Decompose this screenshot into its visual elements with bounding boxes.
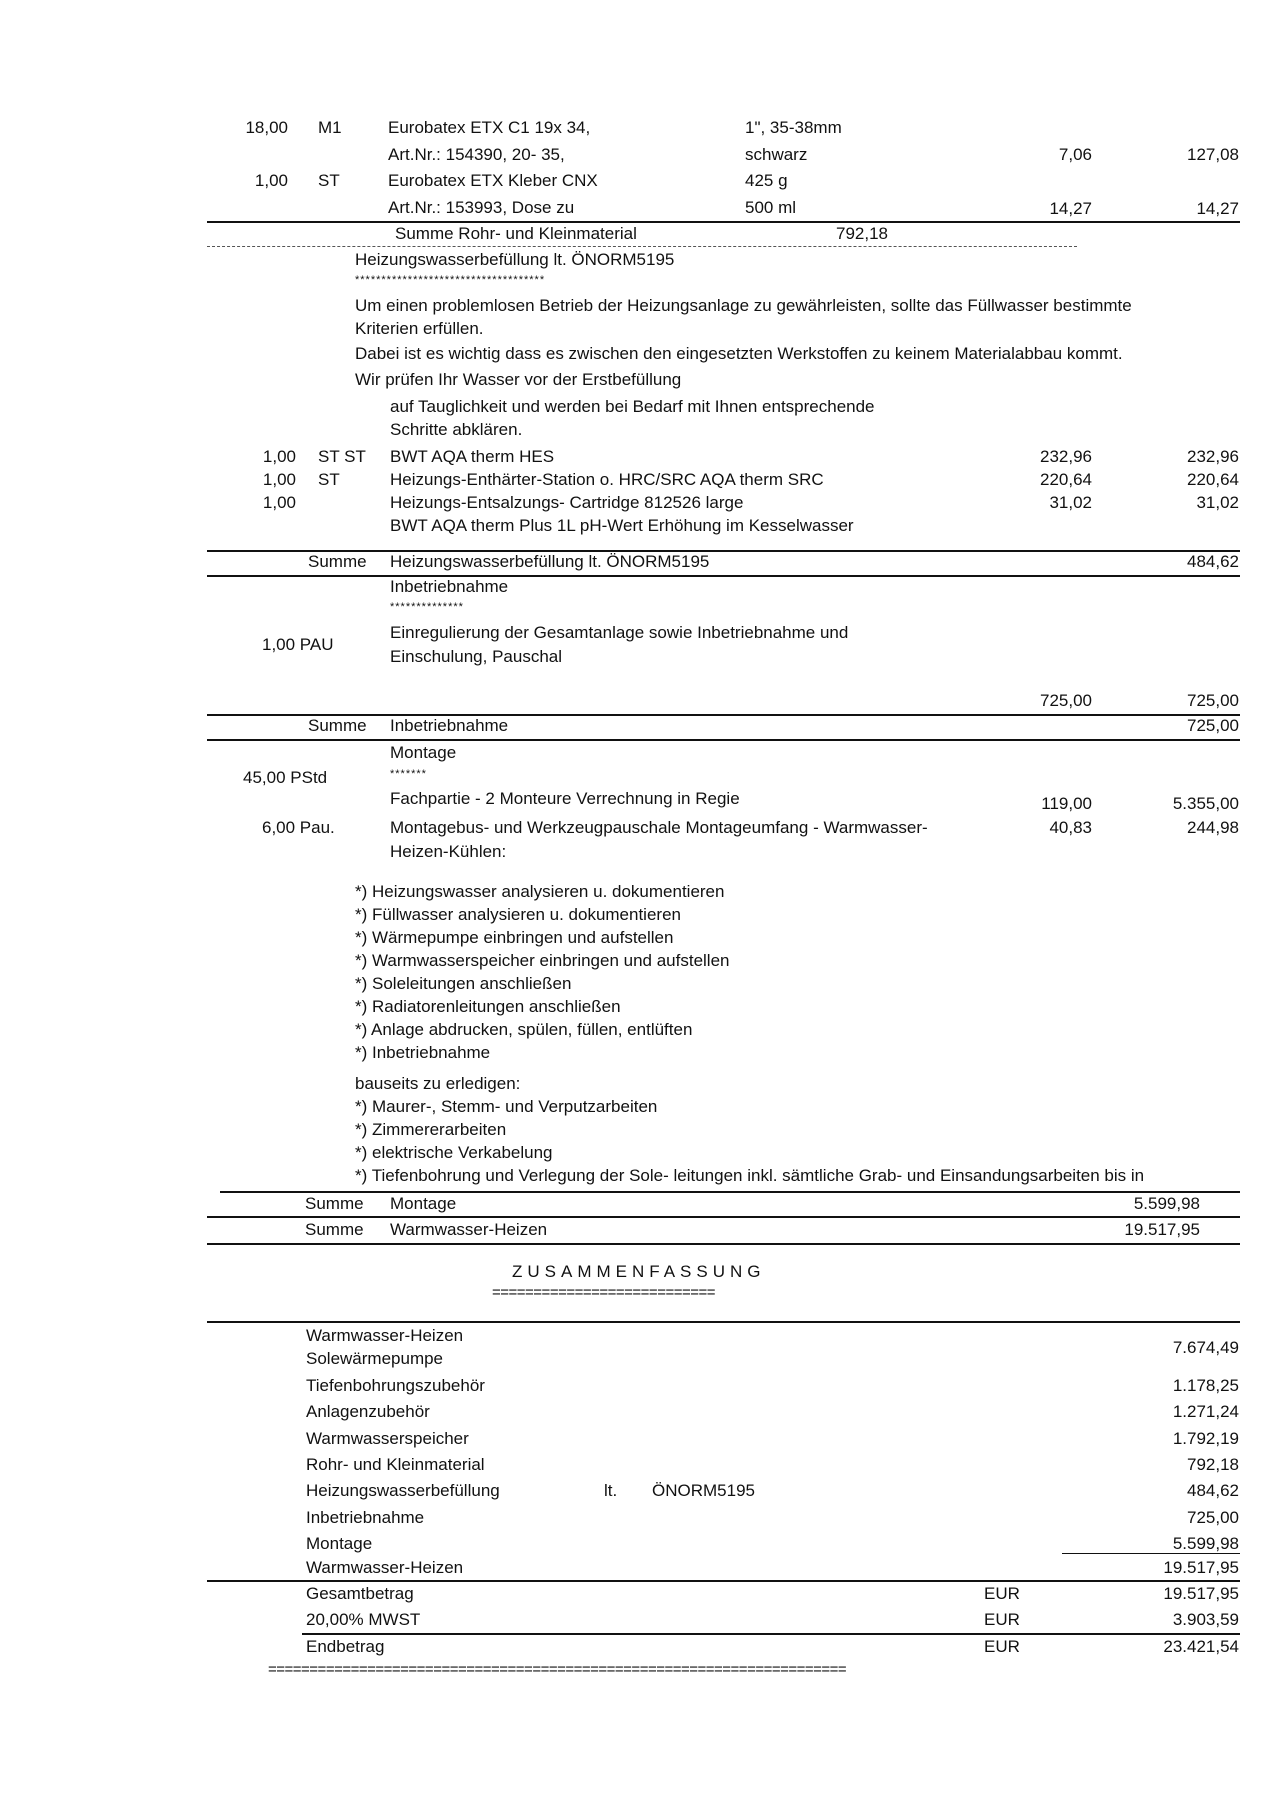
endbetrag-value: 23.421,54 xyxy=(1163,1637,1239,1656)
desc: Heizungs-Entsalzungs- Cartridge 812526 large xyxy=(390,493,744,512)
spec: schwarz xyxy=(745,145,808,164)
divider xyxy=(207,1580,1240,1582)
list-item: *) Zimmererarbeiten xyxy=(355,1120,507,1139)
divider xyxy=(207,1243,1240,1245)
desc: Einregulierung der Gesamtanlage sowie Inbetriebnahme und xyxy=(390,623,849,642)
bauseits-heading: bauseits zu erledigen: xyxy=(355,1074,521,1093)
summary-value: 484,62 xyxy=(1187,1481,1239,1500)
total: 127,08 xyxy=(1187,145,1239,164)
divider xyxy=(207,1321,1240,1323)
desc: Heizen-Kühlen: xyxy=(390,842,507,861)
spec: 425 g xyxy=(745,171,788,190)
summary-label: Warmwasser-Heizen xyxy=(306,1558,464,1577)
divider xyxy=(207,221,1240,223)
price: 14,27 xyxy=(1049,199,1092,218)
list-item: *) Anlage abdrucken, spülen, füllen, entlüften xyxy=(355,1020,693,1039)
qty: 6,00 Pau. xyxy=(262,818,335,837)
price: 40,83 xyxy=(1049,818,1092,837)
divider xyxy=(220,1191,1240,1193)
section-title: Heizungswasserbefüllung lt. ÖNORM5195 xyxy=(355,250,675,269)
qty: 1,00 xyxy=(262,470,296,489)
gesamtbetrag-value: 19.517,95 xyxy=(1163,1584,1239,1603)
subtotal-line xyxy=(1062,1553,1240,1554)
dashed-divider xyxy=(207,246,1077,247)
paragraph: Dabei ist es wichtig dass es zwischen den eingesetzten Werkstoffen zu keinem Materialabbau kommt. xyxy=(355,344,1123,363)
price: 232,96 xyxy=(1040,447,1092,466)
stars: ******* xyxy=(390,768,427,780)
stars: ************** xyxy=(390,601,464,613)
sum-value: 725,00 xyxy=(1187,716,1239,735)
currency: EUR xyxy=(984,1584,1020,1603)
paragraph: Wir prüfen Ihr Wasser vor der Erstbefüllung xyxy=(355,370,682,389)
total: 31,02 xyxy=(1196,493,1239,512)
list-item: *) Heizungswasser analysieren u. dokumentieren xyxy=(355,882,725,901)
total: 220,64 xyxy=(1187,470,1239,489)
stars: ************************************ xyxy=(355,274,546,286)
summary-label: Warmwasserspeicher xyxy=(306,1429,469,1448)
sum-label: Summe xyxy=(305,1220,364,1239)
unit: M1 xyxy=(318,118,342,137)
total: 14,27 xyxy=(1196,199,1239,218)
desc: Eurobatex ETX C1 19x 34, xyxy=(388,118,591,137)
desc: Heizungs-Enthärter-Station o. HRC/SRC AQA therm SRC xyxy=(390,470,824,489)
divider xyxy=(302,1633,1240,1635)
desc: Einschulung, Pauschal xyxy=(390,647,563,666)
summary-lt: lt. xyxy=(604,1481,618,1500)
sum-label: Summe xyxy=(305,1194,364,1213)
paragraph: Schritte abklären. xyxy=(390,420,523,439)
list-item: *) Radiatorenleitungen anschließen xyxy=(355,997,621,1016)
desc: Eurobatex ETX Kleber CNX xyxy=(388,171,598,190)
summary-value: 792,18 xyxy=(1187,1455,1239,1474)
qty: 1,00 xyxy=(254,171,288,190)
summary-value: 19.517,95 xyxy=(1163,1558,1239,1577)
title-underline: =========================== xyxy=(492,1284,716,1301)
sum-value: 19.517,95 xyxy=(1124,1220,1200,1239)
spec: 1", 35-38mm xyxy=(745,118,842,137)
list-item: *) Tiefenbohrung und Verlegung der Sole- leitungen inkl. sämtliche Grab- und Einsandungsarbeiten bis in xyxy=(355,1166,1145,1185)
mwst-value: 3.903,59 xyxy=(1172,1610,1239,1629)
divider xyxy=(207,739,1240,741)
list-item: *) Warmwasserspeicher einbringen und aufstellen xyxy=(355,951,730,970)
sum-desc: Montage xyxy=(390,1194,457,1213)
desc: Fachpartie - 2 Monteure Verrechnung in Regie xyxy=(390,789,740,808)
sum-value: 5.599,98 xyxy=(1133,1194,1200,1213)
summary-value: 1.792,19 xyxy=(1172,1429,1239,1448)
summary-label: Montage xyxy=(306,1534,373,1553)
summary-value: 7.674,49 xyxy=(1172,1338,1239,1357)
desc: Art.Nr.: 153993, Dose zu xyxy=(388,198,575,217)
summary-label: Heizungswasserbefüllung xyxy=(306,1481,500,1500)
summary-value: 5.599,98 xyxy=(1172,1534,1239,1553)
paragraph: auf Tauglichkeit und werden bei Bedarf mit Ihnen entsprechende xyxy=(390,397,875,416)
desc: Art.Nr.: 154390, 20- 35, xyxy=(388,145,565,164)
sum-desc: Warmwasser-Heizen xyxy=(390,1220,548,1239)
section-title: Inbetriebnahme xyxy=(390,577,509,596)
price: 7,06 xyxy=(1058,145,1092,164)
list-item: *) Soleleitungen anschließen xyxy=(355,974,572,993)
summary-label: Tiefenbohrungszubehör xyxy=(306,1376,485,1395)
price: 31,02 xyxy=(1049,493,1092,512)
unit: ST xyxy=(318,171,340,190)
sum-label: Summe Rohr- und Kleinmaterial xyxy=(395,224,637,243)
list-item: *) elektrische Verkabelung xyxy=(355,1143,553,1162)
price: 119,00 xyxy=(1041,794,1092,813)
gesamtbetrag-label: Gesamtbetrag xyxy=(306,1584,414,1603)
price: 220,64 xyxy=(1040,470,1092,489)
divider xyxy=(207,575,1240,577)
qty: 1,00 xyxy=(262,447,296,466)
sum-desc: Heizungswasserbefüllung lt. ÖNORM5195 xyxy=(390,552,710,571)
unit: ST xyxy=(318,470,340,489)
summary-value: 1.178,25 xyxy=(1172,1376,1239,1395)
list-item: *) Maurer-, Stemm- und Verputzarbeiten xyxy=(355,1097,658,1116)
currency: EUR xyxy=(984,1610,1020,1629)
desc: Montagebus- und Werkzeugpauschale Montageumfang - Warmwasser- xyxy=(390,818,928,837)
spec: 500 ml xyxy=(745,198,797,217)
qty: 45,00 PStd xyxy=(243,768,328,787)
qty: 1,00 PAU xyxy=(262,635,334,654)
sum-value: 792,18 xyxy=(836,224,888,243)
price: 725,00 xyxy=(1040,691,1092,710)
section-title: Montage xyxy=(390,743,457,762)
mwst-label: 20,00% MWST xyxy=(306,1610,421,1629)
total: 5.355,00 xyxy=(1172,794,1239,813)
summary-label: Anlagenzubehör xyxy=(306,1402,430,1421)
summary-value: 725,00 xyxy=(1187,1508,1239,1527)
summary-value: 1.271,24 xyxy=(1172,1402,1239,1421)
summary-norm: ÖNORM5195 xyxy=(652,1481,755,1500)
list-item: *) Inbetriebnahme xyxy=(355,1043,491,1062)
sum-value: 484,62 xyxy=(1187,552,1239,571)
sum-desc: Inbetriebnahme xyxy=(390,716,509,735)
desc: BWT AQA therm HES xyxy=(390,447,555,466)
paragraph: Kriterien erfüllen. xyxy=(355,319,484,338)
paragraph: Um einen problemlosen Betrieb der Heizungsanlage zu gewährleisten, sollte das Füllwasser bestimmte xyxy=(355,296,1132,315)
summary-label: Inbetriebnahme xyxy=(306,1508,425,1527)
summary-label: Rohr- und Kleinmaterial xyxy=(306,1455,485,1474)
final-underline: ====================================================================== xyxy=(268,1661,847,1678)
summary-title: ZUSAMMENFASSUNG xyxy=(512,1262,766,1281)
currency: EUR xyxy=(984,1637,1020,1656)
sum-label: Summe xyxy=(308,716,367,735)
unit: ST ST xyxy=(318,447,366,466)
item-extra: BWT AQA therm Plus 1L pH-Wert Erhöhung im Kesselwasser xyxy=(390,516,854,535)
total: 725,00 xyxy=(1187,691,1239,710)
total: 244,98 xyxy=(1187,818,1239,837)
qty: 18,00 xyxy=(245,118,288,137)
sum-label: Summe xyxy=(308,552,367,571)
divider xyxy=(207,1216,1240,1218)
endbetrag-label: Endbetrag xyxy=(306,1637,385,1656)
summary-label: Solewärmepumpe xyxy=(306,1349,444,1368)
list-item: *) Wärmepumpe einbringen und aufstellen xyxy=(355,928,674,947)
qty: 1,00 xyxy=(262,493,296,512)
summary-label: Warmwasser-Heizen xyxy=(306,1326,464,1345)
list-item: *) Füllwasser analysieren u. dokumentieren xyxy=(355,905,681,924)
total: 232,96 xyxy=(1187,447,1239,466)
